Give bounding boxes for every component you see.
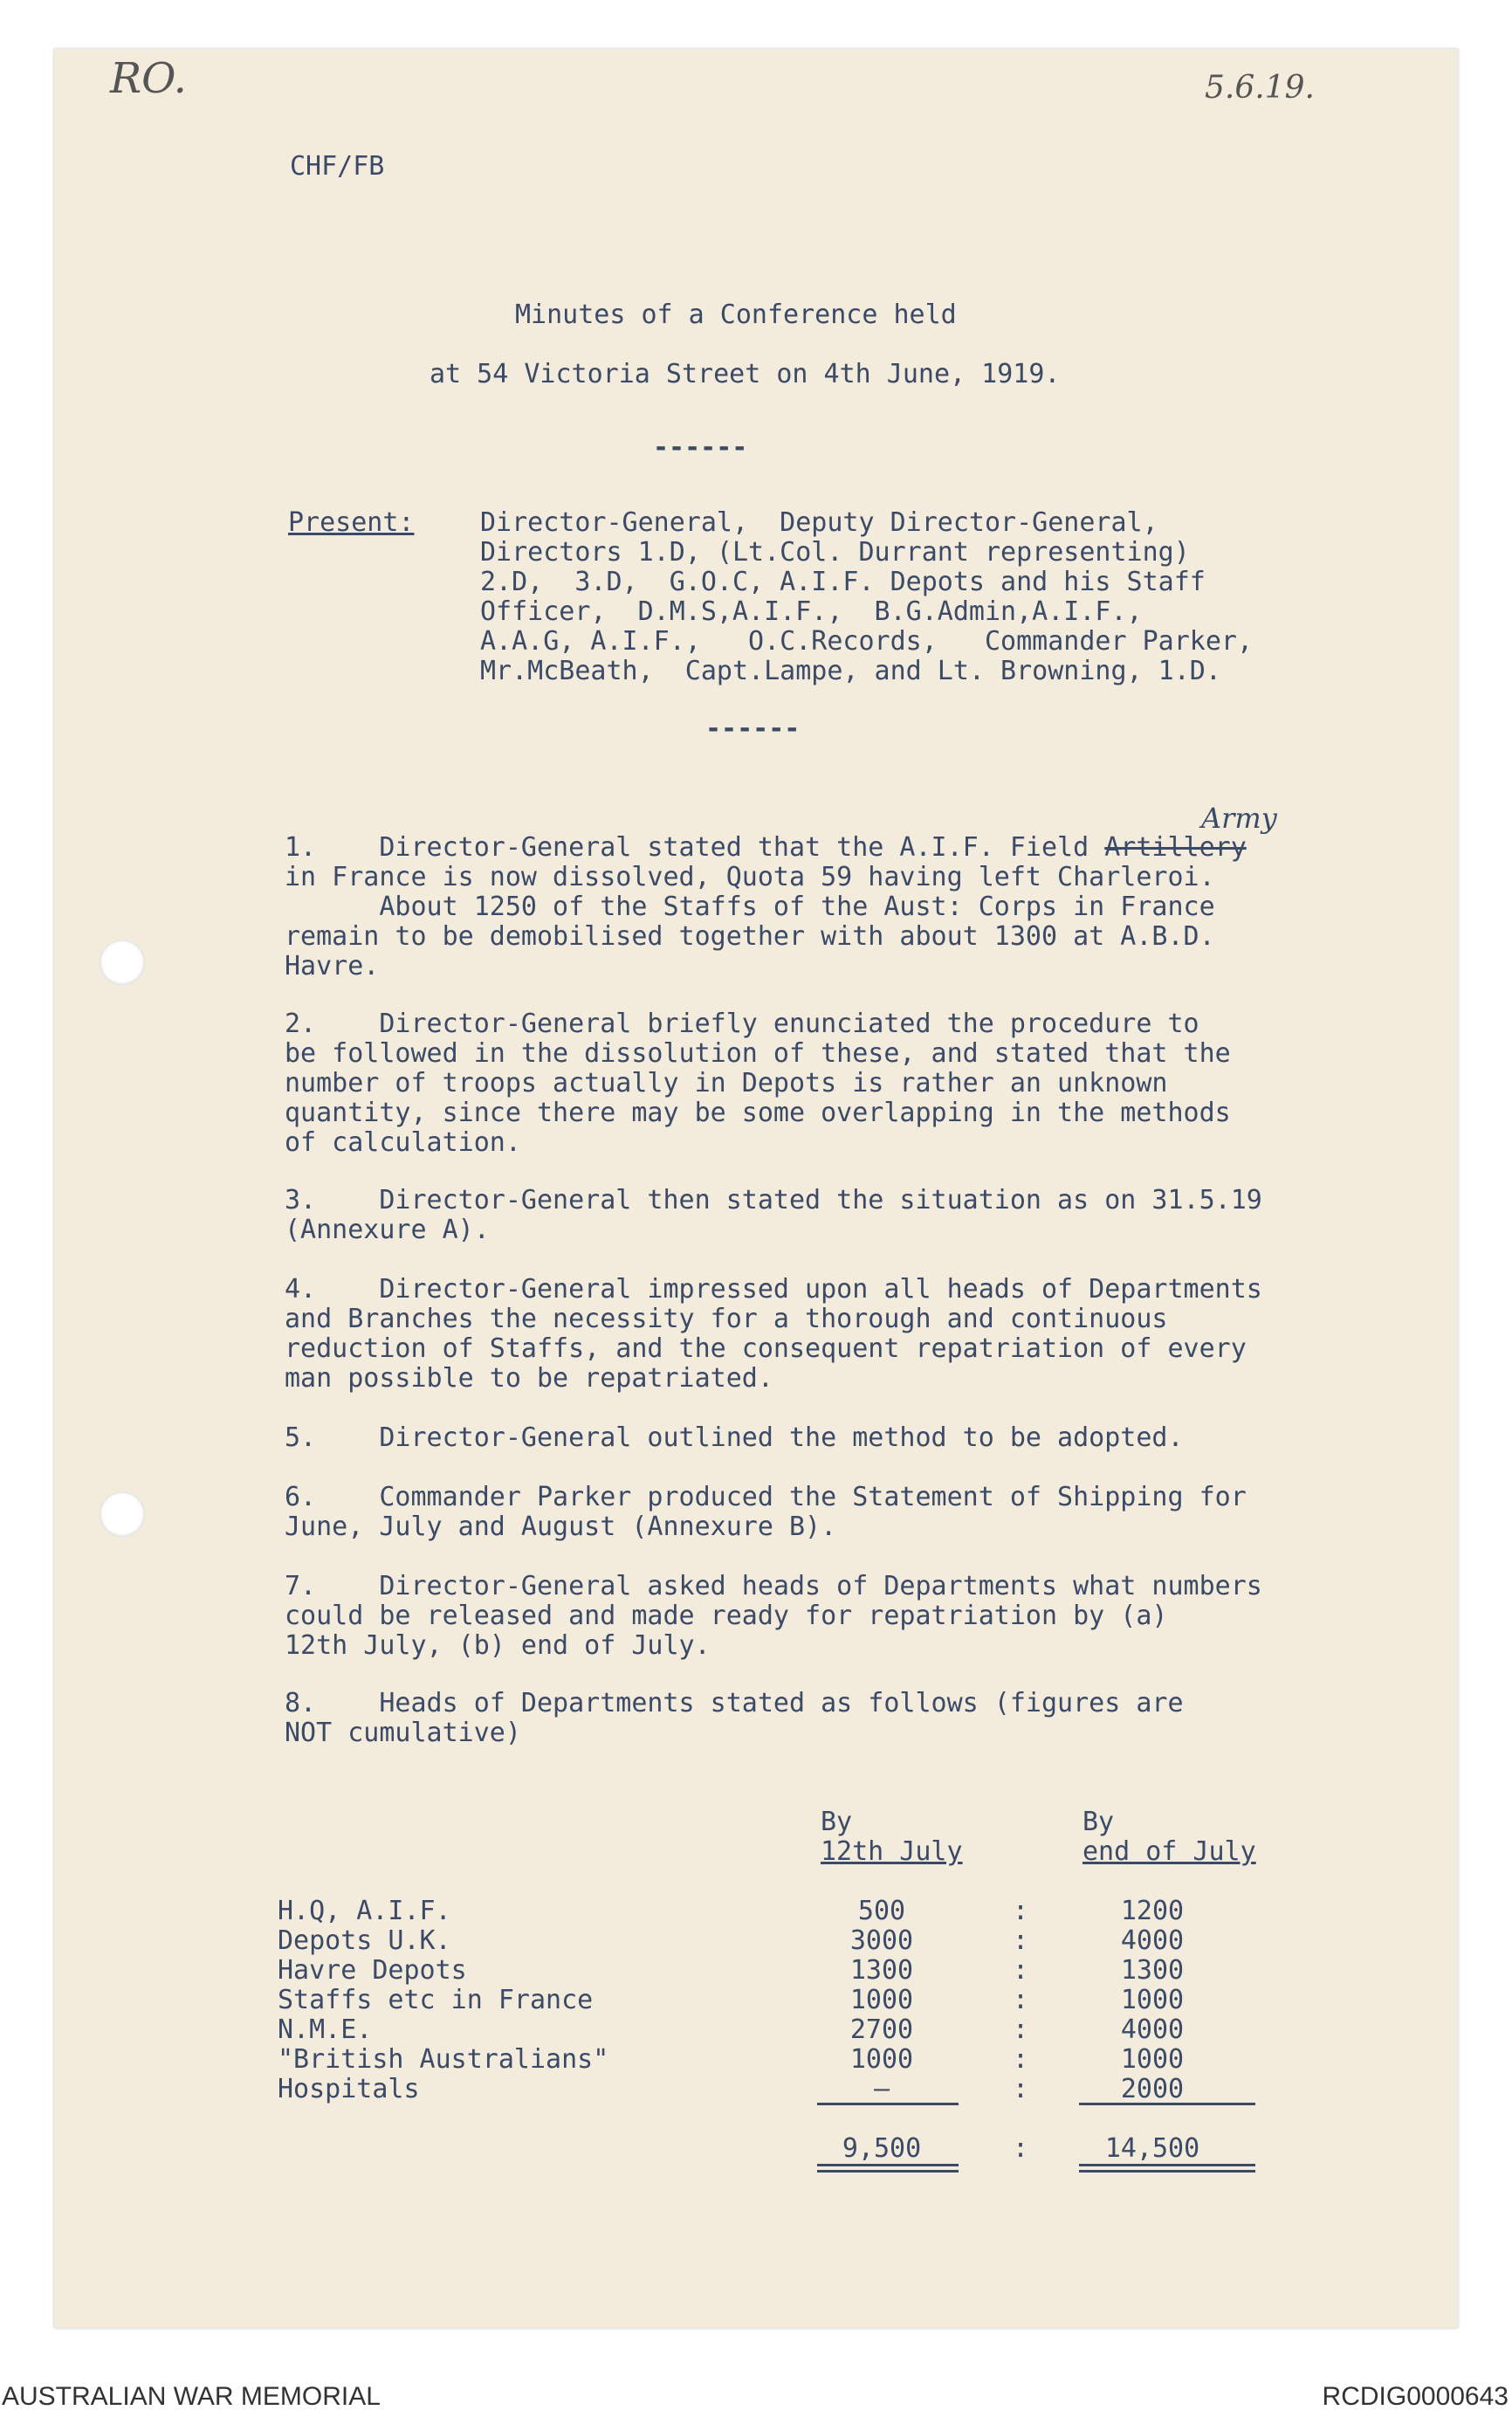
- table-cell: 2000: [1120, 2074, 1185, 2104]
- column-header-july-12: By: [821, 1807, 853, 1837]
- total-rule: [1079, 2170, 1255, 2173]
- column-divider: :: [1013, 2074, 1029, 2104]
- paragraph-line: 2. Director-General briefly enunciated the procedure to: [285, 1009, 1199, 1039]
- paragraph-line: quantity, since there may be some overlapping in the methods: [285, 1098, 1231, 1128]
- footer-record-id: RCDIG0000643: [1322, 2382, 1509, 2411]
- paragraph-line: and Branches the necessity for a thorough and continuous: [285, 1304, 1168, 1334]
- reference-code: CHF/FB: [290, 151, 385, 182]
- column-divider: :: [1013, 1896, 1029, 1926]
- present-line: Director-General, Deputy Director-General,: [480, 507, 1158, 538]
- table-row-label: Depots U.K.: [278, 1925, 451, 1956]
- paragraph-line: remain to be demobilised together with about 1300 at A.B.D.: [285, 921, 1215, 952]
- table-row-label: "British Australians": [278, 2044, 609, 2075]
- paragraph-line: could be released and made ready for repatriation by (a): [285, 1601, 1168, 1631]
- column-divider: :: [1013, 2133, 1029, 2164]
- paragraph-line: 3. Director-General then stated the situation as on 31.5.19: [285, 1185, 1262, 1215]
- paragraph-line: 12th July, (b) end of July.: [285, 1630, 711, 1661]
- present-label: Present:: [288, 507, 415, 538]
- table-cell: 3000: [849, 1925, 914, 1956]
- punch-hole: [100, 1491, 145, 1537]
- present-line: Directors 1.D, (Lt.Col. Durrant representing): [480, 537, 1190, 568]
- paragraph-line: be followed in the dissolution of these, and stated that the: [285, 1038, 1231, 1069]
- total-rule: [1079, 2164, 1255, 2166]
- total-july-12: 9,500: [842, 2133, 922, 2164]
- table-cell: —: [873, 2074, 890, 2104]
- column-header-end-july: end of July: [1082, 1836, 1256, 1867]
- paragraph-line: June, July and August (Annexure B).: [285, 1512, 837, 1542]
- table-row-label: N.M.E.: [278, 2014, 373, 2045]
- total-rule: [817, 2164, 959, 2166]
- total-rule: [817, 2170, 959, 2173]
- present-line: Officer, D.M.S,A.I.F., B.G.Admin,A.I.F.,: [480, 596, 1143, 627]
- table-row-label: Staffs etc in France: [278, 1985, 594, 2015]
- paragraph-text: 1. Director-General stated that the A.I.F. Field: [285, 832, 1105, 863]
- subtotal-rule: [1079, 2103, 1255, 2105]
- column-header-end-july: By: [1082, 1807, 1115, 1837]
- column-divider: :: [1013, 2014, 1029, 2045]
- separator: ------: [653, 432, 748, 463]
- table-cell: 1000: [849, 2044, 914, 2075]
- table-cell: 4000: [1120, 1925, 1185, 1956]
- paragraph-line: reduction of Staffs, and the consequent repatriation of every: [285, 1333, 1247, 1364]
- handwritten-date: 5.6.19.: [1205, 70, 1315, 106]
- total-end-july: 14,500: [1104, 2133, 1200, 2164]
- paragraph-line: [285, 833, 1247, 863]
- paragraph-line: (Annexure A).: [285, 1215, 490, 1245]
- table-row-label: Havre Depots: [278, 1955, 467, 1986]
- table-row-label: Hospitals: [278, 2074, 420, 2104]
- paragraph-line: of calculation.: [285, 1127, 521, 1158]
- punch-hole: [100, 940, 145, 985]
- title-line-2: at 54 Victoria Street on 4th June, 1919.: [430, 359, 1061, 389]
- column-divider: :: [1013, 1955, 1029, 1986]
- column-divider: :: [1013, 1925, 1029, 1956]
- paragraph-line: 7. Director-General asked heads of Departments what numbers: [285, 1571, 1262, 1601]
- table-cell: 1000: [1120, 1985, 1185, 2015]
- paragraph-line: Havre.: [285, 951, 380, 981]
- table-cell: 1000: [849, 1985, 914, 2015]
- paragraph-line: About 1250 of the Staffs of the Aust: Corps in France: [285, 892, 1215, 922]
- paragraph-line: 4. Director-General impressed upon all heads of Departments: [285, 1274, 1262, 1305]
- paragraph-line: NOT cumulative): [285, 1718, 521, 1748]
- paragraph-line: man possible to be repatriated.: [285, 1363, 773, 1394]
- paragraph-line: 5. Director-General outlined the method to be adopted.: [285, 1422, 1184, 1453]
- paragraph-line: 8. Heads of Departments stated as follows (figures are: [285, 1688, 1184, 1718]
- table-cell: 2700: [849, 2014, 914, 2045]
- handwritten-initials: RO.: [110, 54, 187, 103]
- present-line: 2.D, 3.D, G.O.C, A.I.F. Depots and his Staff: [480, 567, 1206, 597]
- paragraph-line: 6. Commander Parker produced the Statement of Shipping for: [285, 1482, 1247, 1512]
- column-header-july-12: 12th July: [821, 1836, 963, 1867]
- separator: ------: [705, 713, 801, 744]
- table-cell: 1300: [849, 1955, 914, 1986]
- paragraph-line: number of troops actually in Depots is rather an unknown: [285, 1068, 1168, 1098]
- title-line-1: Minutes of a Conference held: [515, 300, 957, 330]
- footer-archive-name: AUSTRALIAN WAR MEMORIAL: [2, 2382, 381, 2411]
- present-line: A.A.G, A.I.F., O.C.Records, Commander Parker,: [480, 626, 1254, 657]
- table-cell: 4000: [1120, 2014, 1185, 2045]
- struck-word: Artillery: [1104, 832, 1247, 863]
- table-cell: 1000: [1120, 2044, 1185, 2075]
- column-divider: :: [1013, 1985, 1029, 2015]
- handwritten-correction: Army: [1201, 802, 1277, 835]
- present-line: Mr.McBeath, Capt.Lampe, and Lt. Browning, 1.D.: [480, 656, 1221, 686]
- table-row-label: H.Q, A.I.F.: [278, 1896, 451, 1926]
- table-cell: 1200: [1120, 1896, 1185, 1926]
- table-cell: 500: [857, 1896, 906, 1926]
- column-divider: :: [1013, 2044, 1029, 2075]
- paragraph-line: in France is now dissolved, Quota 59 having left Charleroi.: [285, 862, 1215, 892]
- subtotal-rule: [817, 2103, 959, 2105]
- table-cell: 1300: [1120, 1955, 1185, 1986]
